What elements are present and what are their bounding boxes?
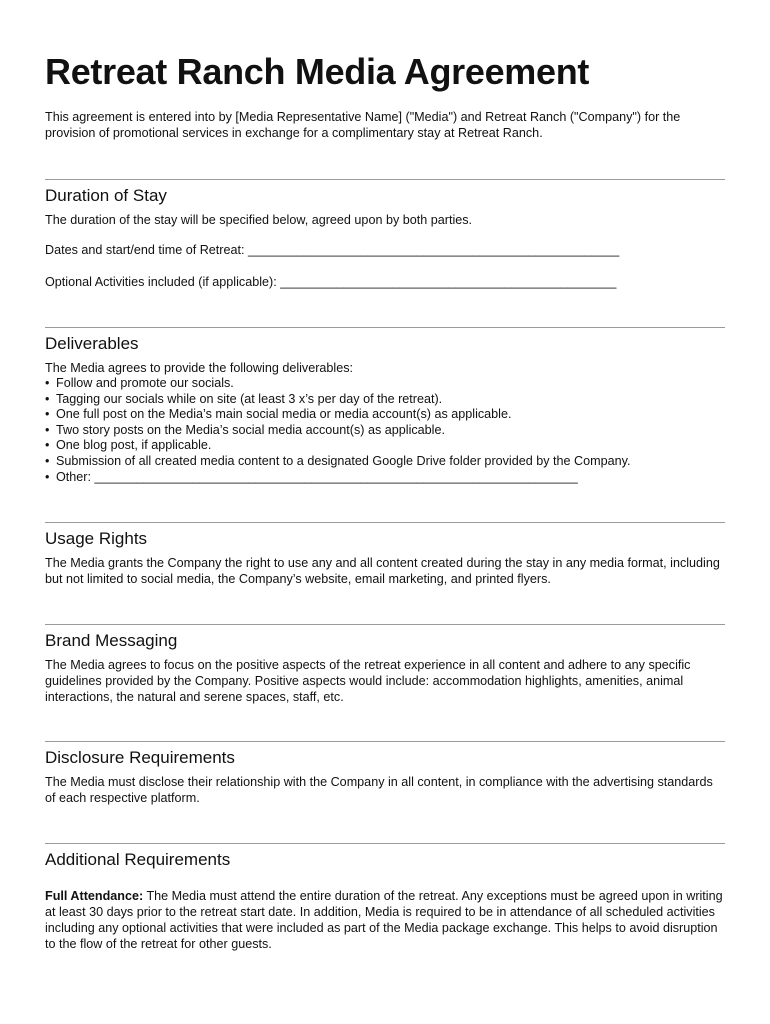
list-item: • One blog post, if applicable. [45, 438, 212, 453]
section-usage-rights [45, 522, 725, 587]
brand-messaging-text: The Media agrees to focus on the positive aspects of the retreat experience in all content and adhere to any specific guidelines provided by the Company. Positive aspects would include: accommodation highlights, amenities, animal interactions, the natural and serene spaces, staff, etc. [45, 658, 691, 704]
usage-rights-text: The Media grants the Company the right to use any and all content created during the stay in any media format, including but not limited to social media, the Company’s website, email marketing, and printed flyers. [45, 556, 720, 586]
bullet-icon: • [45, 469, 50, 484]
bullet-icon: • [45, 438, 50, 453]
section-deliverables [45, 327, 725, 485]
bullet-icon: • [45, 376, 50, 390]
section-heading-deliverables: Deliverables [45, 334, 139, 353]
deliverables-list [45, 376, 725, 485]
bullet-icon: • [45, 391, 50, 406]
optional-activities-field[interactable]: Optional Activities included (if applicable): ________________________________________________ [45, 275, 617, 289]
document-title: Retreat Ranch Media Agreement [45, 51, 590, 92]
section-additional [45, 843, 725, 952]
section-heading-usage-rights: Usage Rights [45, 529, 148, 548]
duration-text: The duration of the stay will be specified below, agreed upon by both parties. [45, 213, 473, 227]
bullet-icon: • [45, 407, 50, 422]
section-heading-additional: Additional Requirements [45, 850, 231, 869]
section-divider [45, 327, 725, 328]
intro-paragraph: This agreement is entered into by [Media Representative Name] ("Media") and Retreat Ranch ("Company") for the provision of promotional services in exchange for a complimentary stay at Retreat Ranch. [45, 110, 681, 140]
retreat-dates-field[interactable]: Dates and start/end time of Retreat: _____________________________________________________ [45, 243, 620, 257]
section-brand-messaging [45, 624, 725, 705]
section-divider [45, 741, 725, 742]
section-duration [45, 179, 725, 290]
section-heading-duration: Duration of Stay [45, 186, 167, 205]
other-deliverable-field[interactable]: • Other: _____________________________________________________________________ [45, 469, 578, 484]
section-divider [45, 843, 725, 844]
list-item: • Follow and promote our socials. [45, 376, 234, 390]
full-attendance-label: Full Attendance: [45, 889, 144, 903]
section-heading-brand-messaging: Brand Messaging [45, 631, 178, 650]
list-item: • Two story posts on the Media’s social media account(s) as applicable. [45, 422, 445, 437]
list-item: • One full post on the Media’s main social media or media account(s) as applicable. [45, 407, 512, 422]
section-divider [45, 522, 725, 523]
full-attendance-text: The Media must attend the entire duration of the retreat. Any exceptions must be agreed upon in writing at least 30 days prior to the retreat start date. In addition, Media is required to be in attendance of all scheduled activities including any optional activities that were included as part of the Media package exchange. This helps to avoid disruption to the flow of the retreat for other guests. [45, 889, 723, 951]
disclosure-text: The Media must disclose their relationship with the Company in all content, in compliance with the advertising standards of each respective platform. [45, 775, 713, 805]
section-divider [45, 179, 725, 180]
section-disclosure [45, 741, 725, 806]
bullet-icon: • [45, 422, 50, 437]
deliverables-text: The Media agrees to provide the following deliverables: [45, 361, 354, 375]
list-item: • Submission of all created media content to a designated Google Drive folder provided by the Company. [45, 453, 631, 468]
bullet-icon: • [45, 453, 50, 468]
list-item: • Tagging our socials while on site (at least 3 x’s per day of the retreat). [45, 391, 443, 406]
agreement-page [45, 0, 725, 1024]
section-heading-disclosure: Disclosure Requirements [45, 748, 235, 767]
full-attendance-paragraph [45, 888, 725, 952]
section-divider [45, 624, 725, 625]
